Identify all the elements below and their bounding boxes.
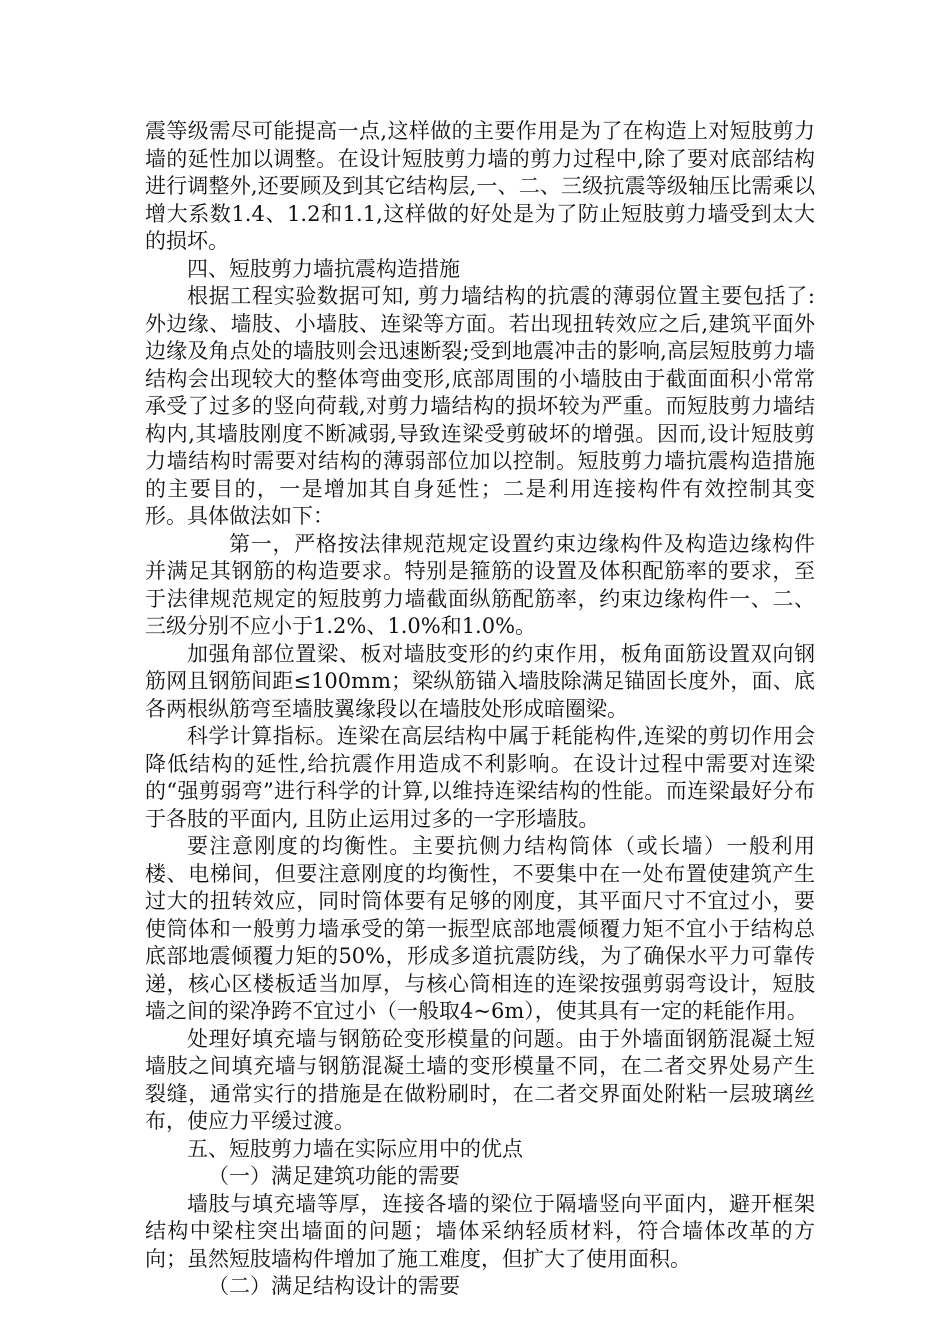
paragraph-measure-stiffness: 要注意刚度的均衡性。主要抗侧力结构筒体（或长墙）一般利用楼、电梯间，但要注意刚度的均衡性，不要集中在一处布置使建筑产生过大的扭转效应，同时筒体要有足够的刚度，其平面尺寸不宜过小，要使筒体和一般剪力墙承受的第一振型底部地震倾覆力矩不宜小于结构总底部地震倾覆力矩的50%，形成多道抗震防线，为了确保水平力可靠传递，核心区楼板适当加厚，与核心筒相连的连梁按强剪弱弯设计，短肢墙之间的梁净跨不宜过小（一般取4~6m），使其具有一定的耗能作用。 [145,834,815,1023]
paragraph-measure-calculation: 科学计算指标。连梁在高层结构中属于耗能构件,连梁的剪切作用会降低结构的延性,给抗震作用造成不利影响。在设计过程中需要对连梁的“强剪弱弯”进行科学的计算,以维持连梁结构的性能。而连梁最好分布于各肢的平面内, 且防止运用过多的一字形墙肢。 [145,724,815,831]
paragraph-measure-corner: 加强角部位置梁、板对墙肢变形的约束作用，板角面筋设置双向钢筋网且钢筋间距≤100mm；梁纵筋锚入墙肢除满足锚固长度外，面、底各两根纵筋弯至墙肢翼缘段以在墙肢处形成暗圈梁。 [145,641,815,721]
subheading-2: （二）满足结构设计的需要 [208,1274,460,1298]
section-heading-4: 四、短肢剪力墙抗震构造措施 [187,256,460,281]
paragraph-measure-1: 第一，严格按法律规范规定设置约束边缘构件及构造边缘构件并满足其钢筋的构造要求。特别是箍筋的设置及体积配筋率的要求，至于法律规范规定的短肢剪力墙截面纵筋配筋率，约束边缘构件一、二、三级分别不应小于1.2%、1.0%和1.0%。 [145,531,815,638]
document-body [145,118,815,1301]
paragraph-architectural-function: 墙肢与填充墙等厚，连接各墙的梁位于隔墙竖向平面内，避开框架结构中梁柱突出墙面的问题；墙体采纳轻质材料，符合墙体改革的方向；虽然短肢墙构件增加了施工难度，但扩大了使用面积。 [145,1191,815,1271]
paragraph-continuation: 震等级需尽可能提高一点,这样做的主要作用是为了在构造上对短肢剪力墙的延性加以调整。在设计短肢剪力墙的剪力过程中,除了要对底部结构进行调整外,还要顾及到其它结构层,一、二、三级抗震等级轴压比需乘以增大系数1.4、1.2和1.1,这样做的好处是为了防止短肢剪力墙受到太大的损坏。 [145,119,815,253]
section-heading-5: 五、短肢剪力墙在实际应用中的优点 [187,1136,523,1161]
paragraph-measure-infill: 处理好填充墙与钢筋砼变形模量的问题。由于外墙面钢筋混凝土短墙肢之间填充墙与钢筋混凝土墙的变形模量不同，在二者交界处易产生裂缝，通常实行的措施是在做粉刷时，在二者交界面处附粘一层玻璃丝布，使应力平缓过渡。 [145,1026,815,1133]
subheading-1: （一）满足建筑功能的需要 [208,1164,460,1188]
paragraph-seismic-weak-points: 根据工程实验数据可知, 剪力墙结构的抗震的薄弱位置主要包括了:外边缘、墙肢、小墙肢、连梁等方面。若出现扭转效应之后,建筑平面外边缘及角点处的墙肢则会迅速断裂;受到地震冲击的影响,高层短肢剪力墙结构会出现较大的整体弯曲变形,底部周围的小墙肢由于截面面积小常常承受了过多的竖向荷载,对剪力墙结构的损坏较为严重。而短肢剪力墙结构内,其墙肢刚度不断减弱,导致连梁受剪破坏的增强。因而,设计短肢剪力墙结构时需要对结构的薄弱部位加以控制。短肢剪力墙抗震构造措施的主要目的，一是增加其自身延性；二是利用连接构件有效控制其变形。具体做法如下： [145,284,815,528]
